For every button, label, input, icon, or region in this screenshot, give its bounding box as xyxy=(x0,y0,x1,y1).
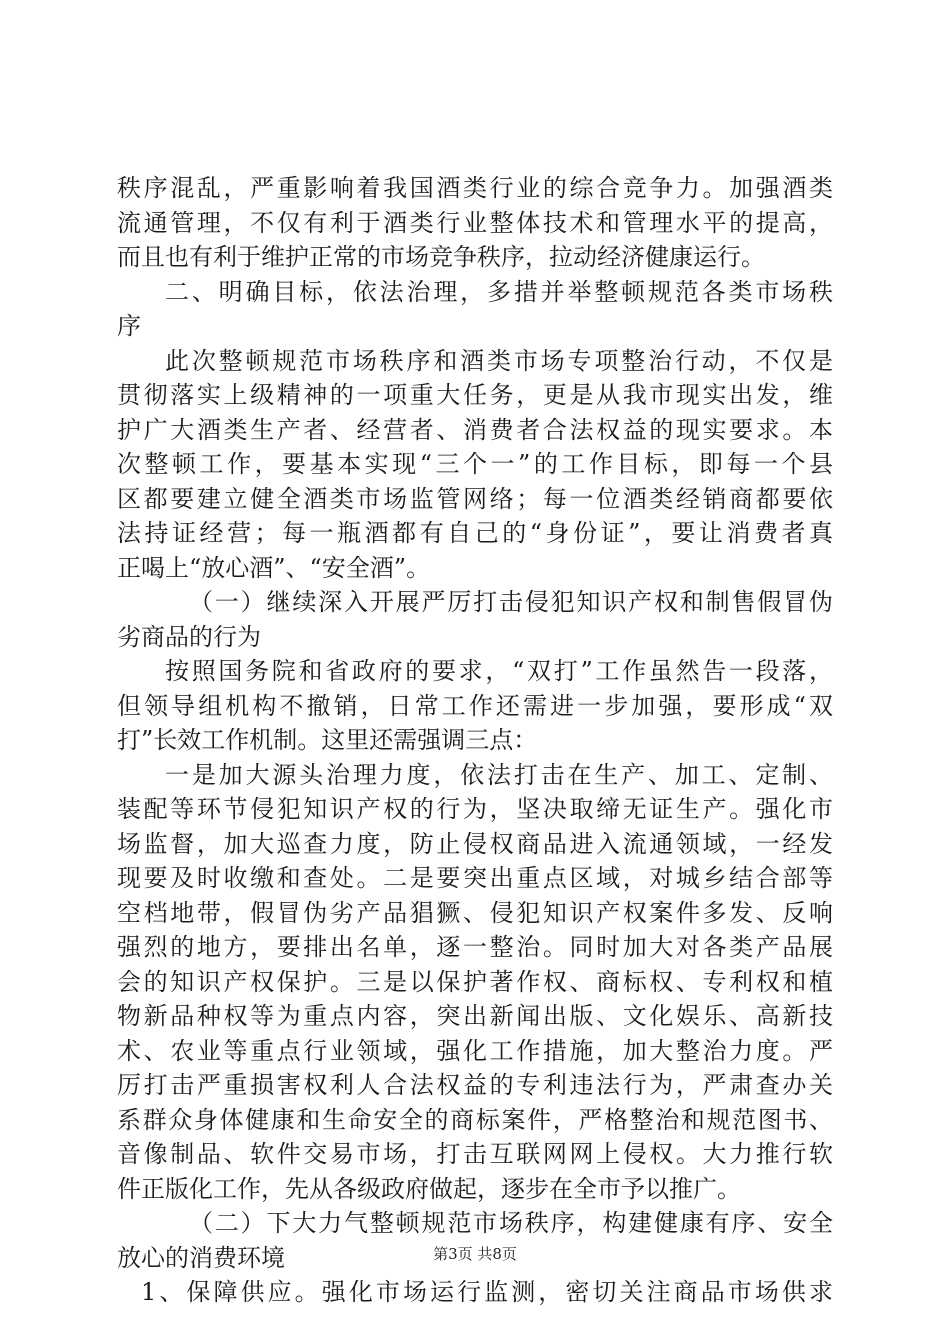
text-line: 场监督，加大巡查力度，防止侵权商品进入流通领域，一经发 xyxy=(117,829,833,858)
text-line: 术、农业等重点行业领域，强化工作措施，加大整治力度。严 xyxy=(117,1036,833,1065)
text-line: 二、明确目标，依法治理，多措并举整顿规范各类市场秩 xyxy=(165,277,833,306)
text-line: 秩序混乱，严重影响着我国酒类行业的综合竞争力。加强酒类 xyxy=(117,174,833,202)
text-line: 流通管理，不仅有利于酒类行业整体技术和管理水平的提高， xyxy=(117,208,833,237)
text-line: 法持证经营；每一瓶酒都有自己的“身份证”，要让消费者真 xyxy=(117,519,833,547)
page-footer: 第3页 共8页 xyxy=(433,1245,517,1263)
text-line: （一）继续深入开展严厉打击侵犯知识产权和制售假冒伪 xyxy=(189,588,833,616)
text-line: 音像制品、软件交易市场，打击互联网网上侵权。大力推行软 xyxy=(117,1140,833,1168)
text-line: 1、保障供应。强化市场运行监测，密切关注商品市场供求 xyxy=(141,1278,833,1306)
text-line: 系群众身体健康和生命安全的商标案件，严格整治和规范图书、 xyxy=(117,1105,833,1134)
text-line: 而且也有利于维护正常的市场竞争秩序，拉动经济健康运行。 xyxy=(117,243,765,271)
text-line: 装配等环节侵犯知识产权的行为，坚决取缔无证生产。强化市 xyxy=(117,795,833,823)
text-line: （二）下大力气整顿规范市场秩序，构建健康有序、安全 xyxy=(189,1209,833,1237)
text-line: 空档地带，假冒伪劣产品猖獗、侵犯知识产权案件多发、反响 xyxy=(117,898,833,927)
text-line: 现要及时收缴和查处。二是要突出重点区域，对城乡结合部等 xyxy=(117,864,833,892)
text-line: 正喝上“放心酒”、“安全酒”。 xyxy=(117,553,431,582)
text-line: 件正版化工作，先从各级政府做起，逐步在全市予以推广。 xyxy=(117,1174,741,1203)
text-line: 但领导组机构不撤销，日常工作还需进一步加强，要形成“双 xyxy=(117,691,833,720)
text-line: 强烈的地方，要排出名单，逐一整治。同时加大对各类产品展 xyxy=(117,933,833,961)
text-line: 打”长效工作机制。这里还需强调三点： xyxy=(117,726,538,754)
text-line: 一是加大源头治理力度，依法打击在生产、加工、定制、 xyxy=(165,760,833,789)
text-line: 厉打击严重损害权利人合法权益的专利违法行为，严肃查办关 xyxy=(117,1071,833,1099)
text-line: 劣商品的行为 xyxy=(117,622,261,651)
document-body xyxy=(117,171,833,1310)
text-line: 物新品种权等为重点内容，突出新闻出版、文化娱乐、高新技 xyxy=(117,1002,833,1030)
text-line: 按照国务院和省政府的要求，“双打”工作虽然告一段落， xyxy=(165,657,833,685)
text-line: 序 xyxy=(117,312,141,340)
text-line: 贯彻落实上级精神的一项重大任务，更是从我市现实出发，维 xyxy=(117,381,833,409)
text-line: 次整顿工作，要基本实现“三个一”的工作目标，即每一个县 xyxy=(117,450,833,478)
text-line: 此次整顿规范市场秩序和酒类市场专项整治行动，不仅是 xyxy=(165,346,833,375)
text-line: 放心的消费环境 xyxy=(117,1243,285,1272)
text-line: 区都要建立健全酒类市场监管网络；每一位酒类经销商都要依 xyxy=(117,484,833,513)
text-line: 护广大酒类生产者、经营者、消费者合法权益的现实要求。本 xyxy=(117,415,833,444)
text-line: 会的知识产权保护。三是以保护著作权、商标权、专利权和植 xyxy=(117,967,833,996)
